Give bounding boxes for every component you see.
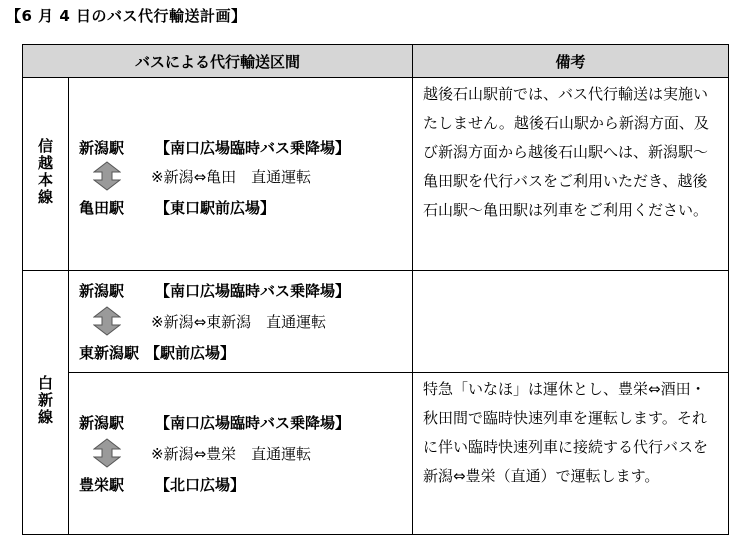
from-station: 新潟駅 xyxy=(79,139,125,157)
from-station: 新潟駅 xyxy=(79,414,125,432)
up-down-arrow-icon xyxy=(93,306,121,336)
route-cell xyxy=(69,78,413,271)
from-place: 【南口広場臨時バス乗降場】 xyxy=(155,282,351,300)
table-row xyxy=(23,271,729,373)
line-name: 信越本線 xyxy=(36,138,54,206)
header-row xyxy=(23,45,729,78)
up-down-arrow-icon xyxy=(93,438,121,468)
direct-service-note: ※新潟⇔豊栄 直通運転 xyxy=(151,445,312,463)
up-down-arrow-icon xyxy=(93,161,121,191)
from-place: 【南口広場臨時バス乗降場】 xyxy=(155,414,351,432)
to-station: 亀田駅 xyxy=(79,199,125,217)
line-name-cell xyxy=(23,271,69,535)
route-cell xyxy=(69,373,413,535)
to-place: 【駅前広場】 xyxy=(145,344,236,362)
note-cell: 越後石山駅前では、バス代行輸送は実施いたしません。越後石山駅から新潟方面、及び新潟方面から越後石山駅へは、新潟駅～亀田駅を代行バスをご利用いただき、越後石山駅～亀田駅は列車をご利用ください。 xyxy=(413,78,729,271)
page-heading: 【6 月 4 日のバス代行輸送計画】 xyxy=(6,7,247,25)
bus-replacement-table xyxy=(22,44,729,535)
route-cell xyxy=(69,271,413,373)
table-row xyxy=(23,78,729,271)
to-station: 豊栄駅 xyxy=(79,476,125,494)
line-name-cell xyxy=(23,78,69,271)
header-route: バスによる代行輸送区間 xyxy=(23,45,413,78)
to-place: 【北口広場】 xyxy=(155,476,246,494)
line-name: 白新線 xyxy=(36,375,54,426)
note-cell: 特急「いなほ」は運休とし、豊栄⇔酒田・秋田間で臨時快速列車を運転します。それに伴い臨時快速列車に接続する代行バスを新潟⇔豊栄（直通）で運転します。 xyxy=(413,373,729,535)
note-cell xyxy=(413,271,729,373)
direct-service-note: ※新潟⇔東新潟 直通運転 xyxy=(151,313,327,331)
to-station: 東新潟駅 xyxy=(79,344,140,362)
from-station: 新潟駅 xyxy=(79,282,125,300)
direct-service-note: ※新潟⇔亀田 直通運転 xyxy=(151,168,312,186)
header-note: 備考 xyxy=(413,45,729,78)
table-row xyxy=(23,373,729,535)
from-place: 【南口広場臨時バス乗降場】 xyxy=(155,139,351,157)
to-place: 【東口駅前広場】 xyxy=(155,199,276,217)
